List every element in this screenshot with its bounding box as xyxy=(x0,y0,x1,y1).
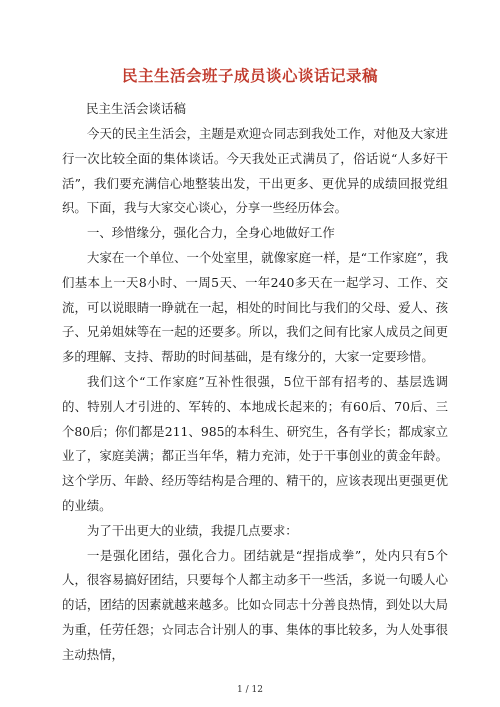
paragraph-requirements-intro: 为了干出更大的业绩，我提几点要求： xyxy=(87,522,298,538)
paragraph-intro: 今天的民主生活会，主题是欢迎☆同志到我处工作，对他及大家进行一次比较全面的集体谈话。今天我处正式满员了，俗话说“人多好干活”，我们要充满信心地整装出发，干出更多、更优异的成绩回报党组织。下面，我与大家交心谈心，分享一些经历体会。 xyxy=(62,126,448,216)
page-number: 1 / 12 xyxy=(237,685,263,695)
document-title: 民主生活会班子成员谈心谈话记录稿 xyxy=(121,66,378,85)
section-heading-1: 一、珍惜缘分，强化合力，全身心地做好工作 xyxy=(87,225,335,241)
paragraph-unity: 一是强化团结，强化合力。团结就是“捏指成拳”，处内只有5个人，很容易搞好团结，只要每个人都主动多干一些活，多说一句暖人心的话，团结的因素就越来越多。比如☆同志十分善良热情，到处以大局为重，任劳任怨；☆同志合计别人的事、集体的事比较多，为人处事很主动热情， xyxy=(62,547,448,662)
document-body xyxy=(62,122,448,668)
paragraph-work-family: 大家在一个单位、一个处室里，就像家庭一样，是“工作家庭”，我们基本上一天8小时、一周5天、一年240多天在一起学习、工作、交流，可以说眼睛一睁就在一起，相处的时间比与我们的父母、爱人、孩子、兄弟姐妹等在一起的还要多。所以，我们之间有比家人成员之间更多的理解、支持、帮助的时间基础，是有缘分的，大家一定要珍惜。 xyxy=(62,249,448,365)
paragraph-team-structure: 我们这个“工作家庭”互补性很强，5位干部有招考的、基层选调的、特别人才引进的、军转的、本地成长起来的；有60后、70后、三个80后；你们都是211、985的本科生、研究生，各有学长；都成家立业了，家庭美满；都正当年华，精力充沛，处于干事创业的黄金年龄。这个学历、年龄、经历等结构是合理的、精干的，应该表现出更强更优的业绩。 xyxy=(62,373,448,513)
document-subtitle: 民主生活会谈话稿 xyxy=(86,101,187,116)
